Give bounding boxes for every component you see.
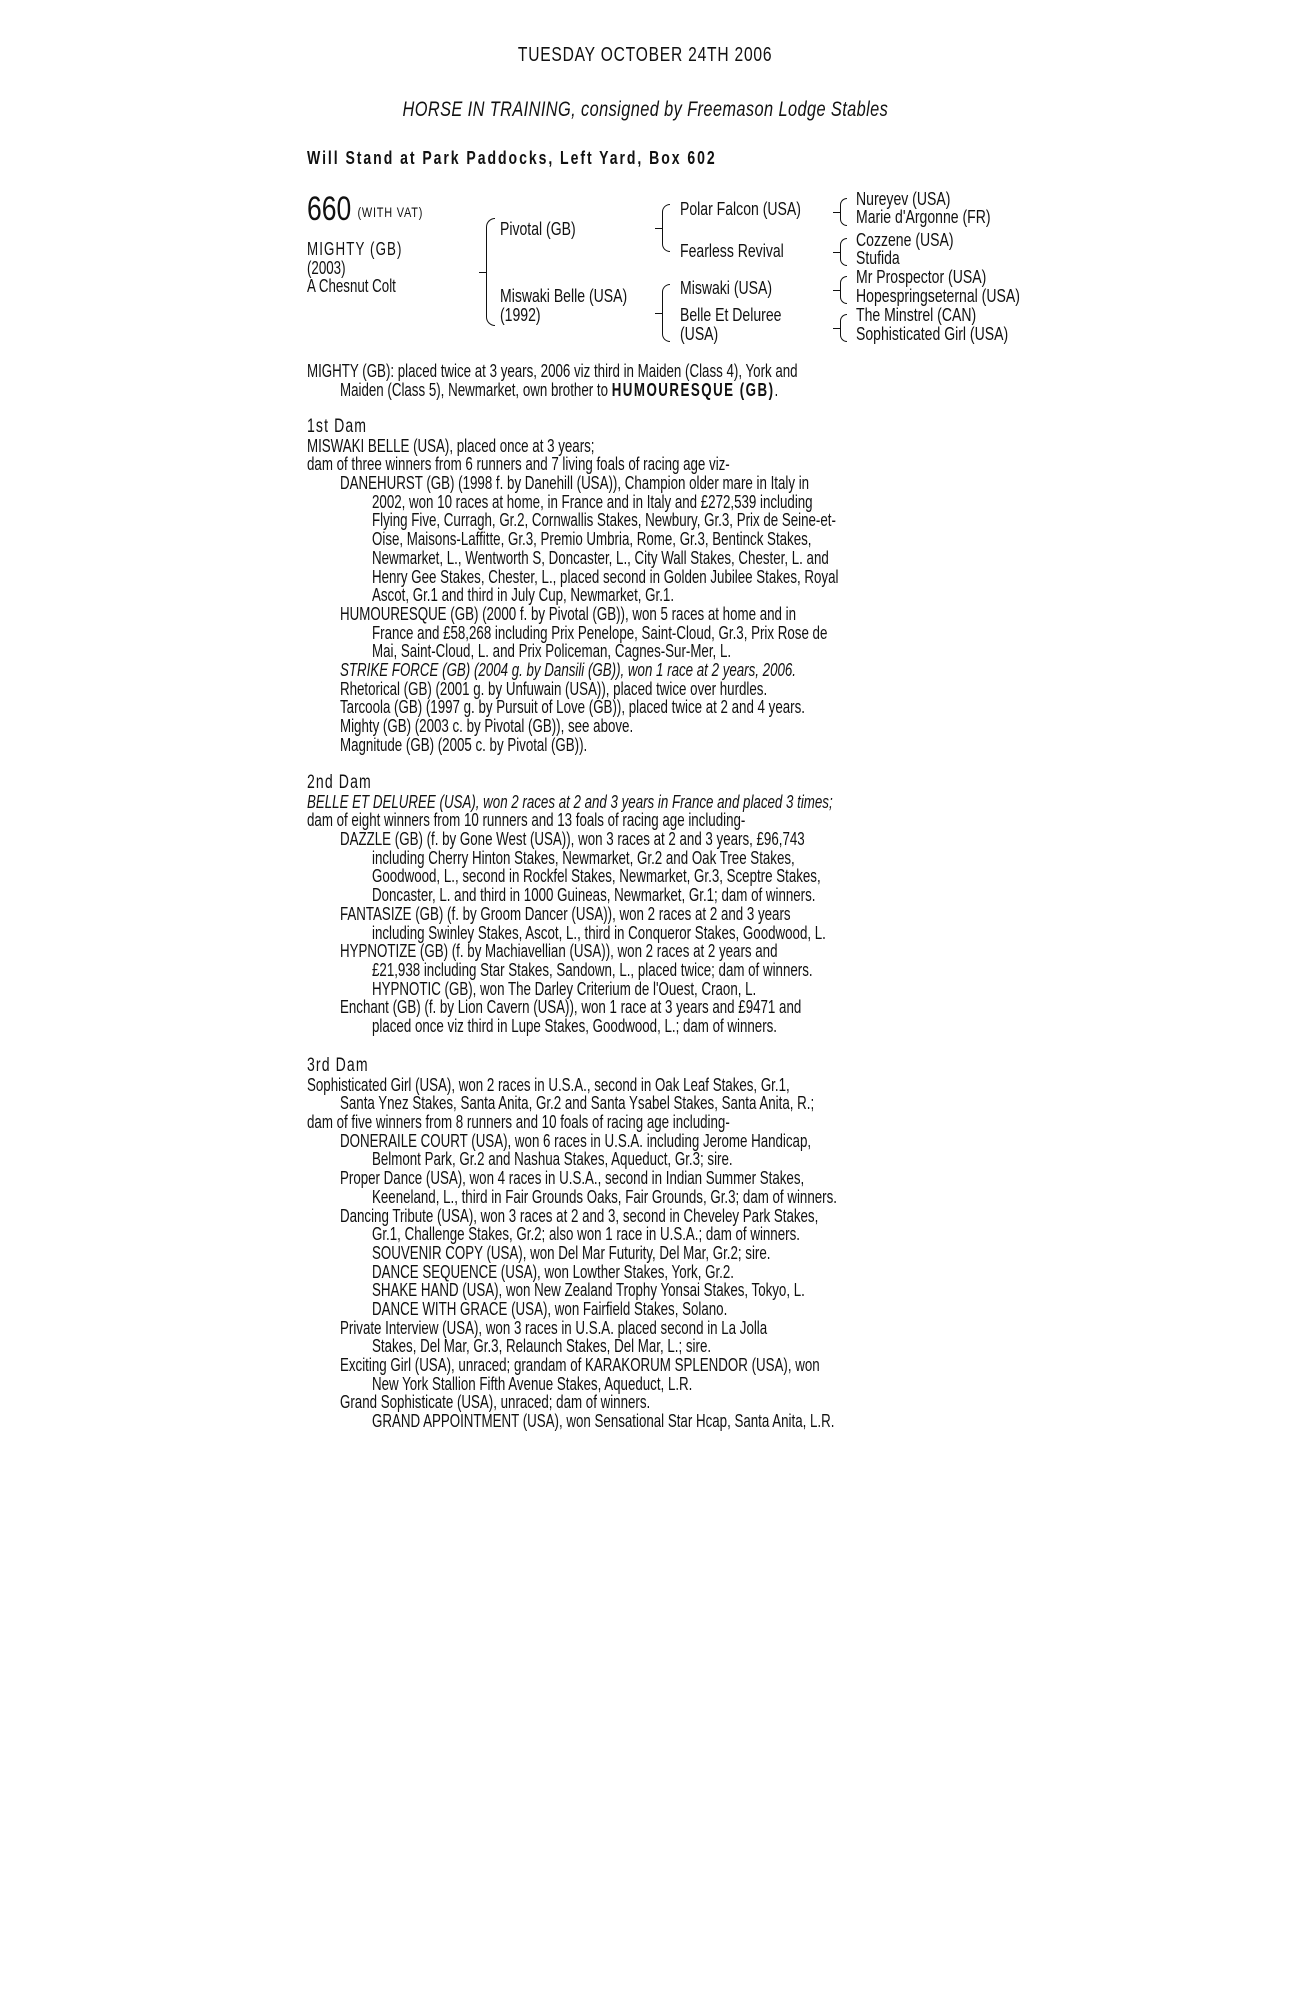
pedigree-dd-sire: The Minstrel (CAN)	[856, 305, 977, 325]
pedigree-dam-dam: Belle Et Deluree	[680, 305, 782, 325]
pedigree-sire: Pivotal (GB)	[500, 219, 576, 239]
third-dam-heading: 3rd Dam	[307, 1055, 369, 1076]
pedigree-ss-dam: Marie d'Argonne (FR)	[856, 207, 991, 227]
lot-number	[307, 190, 456, 229]
pedigree-sire-dam: Fearless Revival	[680, 241, 784, 261]
first-dam-heading: 1st Dam	[307, 416, 368, 437]
pedigree-brace-dd	[840, 314, 847, 342]
horse-description: A Chesnut Colt	[307, 276, 396, 297]
pedigree-sire-sire: Polar Falcon (USA)	[680, 199, 801, 219]
horse-name: MIGHTY (GB)	[307, 239, 403, 259]
pedigree-brace-sd	[840, 238, 847, 266]
pedigree-brace-ss	[840, 198, 847, 226]
third-dam-section: 3rd Dam Sophisticated Girl (USA), won 2 races in U.S.A., second in Oak Leaf Stakes, Gr.1, Santa Ynez Stakes, Santa Anita, Gr.2 and Santa Ysabel Stakes, Santa Anita, R.; dam of five winners from 8 runners and 10 foals of racing age including- DONERAILE COURT (USA), won 6 races in U.S.A. including Jerome Handicap, Belmont Park, Gr.2 and Nashua Stakes, Aqueduct, Gr.3; sire. Proper Dance (USA), won 4 races in U.S.A., second in Indian Summer Stakes, Keeneland, L., third in Fair Grounds Oaks, Fair Grounds, Gr.3; dam of winners. Dancing Tribute (USA), won 3 races at 2 and 3, second in Cheveley Park Stakes, Gr.1, Challenge Stakes, Gr.2; also won 1 race in U.S.A.; dam of winners. SOUVENIR COPY (USA), won Del Mar Futurity, Del Mar, Gr.2; sire. DANCE SEQUENCE (USA), won Lowther Stakes, York, Gr.2. SHAKE HAND (USA), won New Zealand Trophy Yonsai Stakes, Tokyo, L. DANCE WITH GRACE (USA), won Fairfield Stakes, Solano. Private Interview (USA), won 3 races in U.S.A. placed second in La Jolla Stakes, Del Mar, Gr.3, Relaunch Stakes, Del Mar, L.; sire. Exciting Girl (USA), unraced; grandam of KARAKORUM SPLENDOR (USA), won New York Stallion Fifth Avenue Stakes, Aqueduct, L.R. Grand Sophisticate (USA), unraced; dam of winners. GRAND APPOINTMENT (USA), won Sensational Star Hcap, Santa Anita, L.R.	[307, 1055, 837, 1432]
consignor-line: HORSE IN TRAINING, consigned by Freemason Lodge Stables	[402, 98, 888, 121]
second-dam-section: 2nd Dam BELLE ET DELUREE (USA), won 2 races at 2 and 3 years in France and placed 3 times; dam of eight winners from 10 runners and 13 foals of racing age including- DAZZLE (GB) (f. by Gone West (USA)), won 3 races at 2 and 3 years, £96,743 including Cherry Hinton Stakes, Newmarket, Gr.2 and Oak Tree Stakes, Goodwood, L., second in Rockfel Stakes, Newmarket, Gr.3, Sceptre Stakes, Doncaster, L. and third in 1000 Guineas, Newmarket, Gr.1; dam of winners. FANTASIZE (GB) (f. by Groom Dancer (USA)), won 2 races at 2 and 3 years including Swinley Stakes, Ascot, L., third in Conqueror Stakes, Goodwood, L. HYPNOTIZE (GB) (f. by Machiavellian (USA)), won 2 races at 2 years and £21,938 including Star Stakes, Sandown, L., placed twice; dam of winners. HYPNOTIC (GB), won The Darley Criterium de l'Ouest, Craon, L. Enchant (GB) (f. by Lion Cavern (USA)), won 1 race at 3 years and £9471 and placed once viz third in Lupe Stakes, Goodwood, L.; dam of winners.	[307, 772, 833, 1036]
lot-number-value: 660	[307, 190, 352, 228]
pedigree-dam-year: (1992)	[500, 305, 541, 325]
pedigree-brace-ds	[840, 276, 847, 304]
pedigree-dam-sire: Miswaki (USA)	[680, 278, 773, 298]
stand-location: Will Stand at Park Paddocks, Left Yard, Box 602	[307, 148, 717, 168]
first-dam-section: 1st Dam MISWAKI BELLE (USA), placed once at 3 years; dam of three winners from 6 runners and 7 living foals of racing age viz- DANEHURST (GB) (1998 f. by Danehill (USA)), Champion older mare in Italy in 2002, won 10 races at home, in France and in Italy and £272,539 including Flying Five, Curragh, Gr.2, Cornwallis Stakes, Newbury, Gr.3, Prix de Seine-et- Oise, Maisons-Laffitte, Gr.3, Premio Umbria, Rome, Gr.3, Bentinck Stakes, Newmarket, L., Wentworth S, Doncaster, L., City Wall Stakes, Chester, L. and Henry Gee Stakes, Chester, L., placed second in Golden Jubilee Stakes, Royal Ascot, Gr.1 and third in July Cup, Newmarket, Gr.1. HUMOURESQUE (GB) (2000 f. by Pivotal (GB)), won 5 races at home and in France and £58,268 including Prix Penelope, Saint-Cloud, Gr.3, Prix Rose de Mai, Saint-Cloud, L. and Prix Policeman, Cagnes-Sur-Mer, L. STRIKE FORCE (GB) (2004 g. by Dansili (GB)), won 1 race at 2 years, 2006. Rhetorical (GB) (2001 g. by Unfuwain (USA)), placed twice over hurdles. Tarcoola (GB) (1997 g. by Pursuit of Love (GB)), placed twice at 2 and 4 years. Mighty (GB) (2003 c. by Pivotal (GB)), see above. Magnitude (GB) (2005 c. by Pivotal (GB)).	[307, 416, 839, 755]
second-dam-heading: 2nd Dam	[307, 772, 372, 793]
pedigree-ds-dam: Hopespringseternal (USA)	[856, 286, 1020, 306]
pedigree-brace-sire	[662, 204, 670, 252]
horse-year: (2003)	[307, 257, 346, 278]
pedigree-sd-dam: Stufida	[856, 248, 900, 268]
horse-summary: MIGHTY (GB): placed twice at 3 years, 2006 viz third in Maiden (Class 4), York and Maiden (Class 5), Newmarket, own brother to HUMOURESQUE (GB).	[307, 361, 798, 400]
vat-note: (WITH VAT)	[357, 204, 424, 220]
pedigree-brace-dam	[662, 284, 670, 342]
pedigree-ds-sire: Mr Prospector (USA)	[856, 267, 987, 287]
sale-date: TUESDAY OCTOBER 24TH 2006	[517, 44, 773, 66]
pedigree-ss-sire: Nureyev (USA)	[856, 189, 951, 209]
pedigree-brace-main	[486, 218, 495, 326]
pedigree-sd-sire: Cozzene (USA)	[856, 230, 954, 250]
pedigree-dam-dam-country: (USA)	[680, 324, 719, 344]
pedigree-dam: Miswaki Belle (USA)	[500, 286, 628, 306]
brother-name: HUMOURESQUE (GB)	[611, 379, 775, 400]
horse-details	[307, 240, 436, 296]
pedigree-dd-dam: Sophisticated Girl (USA)	[856, 324, 1009, 344]
